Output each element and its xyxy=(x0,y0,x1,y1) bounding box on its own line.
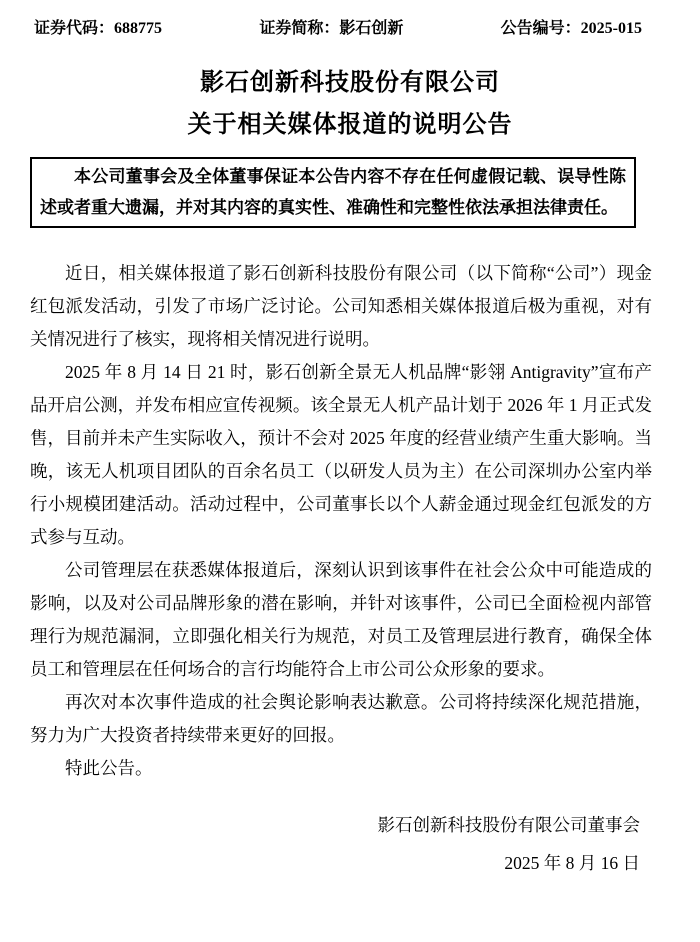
board-disclaimer-text: 本公司董事会及全体董事保证本公告内容不存在任何虚假记载、误导性陈述或者重大遗漏，并对其内容的真实性、准确性和完整性依法承担法律责任。 xyxy=(40,167,626,218)
paragraph-event-details: 2025 年 8 月 14 日 21 时，影石创新全景无人机品牌“影翎 Antigravity”宣布产品开启公测，并发布相应宣传视频。该全景无人机产品计划于 2026 年 1 月正式发售，目前并未产生实际收入，预计不会对 2025 年度的经营业绩产生重大影响。当晚，该无人机项目团队的百余名员工（以研发人员为主）在公司深圳办公室内举行小规模团建活动。活动过程中，公司董事长以个人薪金通过现金红包派发的方式参与互动。 xyxy=(30,362,652,548)
announcement-body xyxy=(30,257,652,785)
signature-date: 2025 年 8 月 16 日 xyxy=(504,853,640,874)
board-disclaimer-box xyxy=(30,157,636,228)
paragraph-media-report-intro: 近日，相关媒体报道了影石创新科技股份有限公司（以下简称“公司”）现金红包派发活动，引发了市场广泛讨论。公司知悉相关媒体报道后极为重视，对有关情况进行了核实，现将相关情况进行说明。 xyxy=(30,263,652,350)
announcement-subject-title: 关于相关媒体报道的说明公告 xyxy=(187,112,513,139)
closing-statement: 特此公告。 xyxy=(65,758,153,779)
signature-company: 影石创新科技股份有限公司董事会 xyxy=(377,815,640,836)
stock-abbreviation: 证券简称：影石创新 xyxy=(259,20,404,37)
company-name-title: 影石创新科技股份有限公司 xyxy=(200,70,500,97)
signature-block xyxy=(30,806,652,882)
paragraph-management-response: 公司管理层在获悉媒体报道后，深刻认识到该事件在社会公众中可能造成的影响，以及对公司品牌形象的潜在影响，并针对该事件，公司已全面检视内部管理行为规范漏洞，立即强化相关行为规范，对员工及管理层进行教育，确保全体员工和管理层在任何场合的言行均能符合上市公司公众形象的要求。 xyxy=(30,560,652,680)
announcement-number: 公告编号：2025-015 xyxy=(500,20,642,37)
stock-code: 证券代码：688775 xyxy=(34,20,163,37)
document-title xyxy=(0,62,700,146)
securities-header xyxy=(0,0,700,38)
paragraph-apology: 再次对本次事件造成的社会舆论影响表达歉意。公司将持续深化规范措施，努力为广大投资者持续带来更好的回报。 xyxy=(30,692,652,746)
